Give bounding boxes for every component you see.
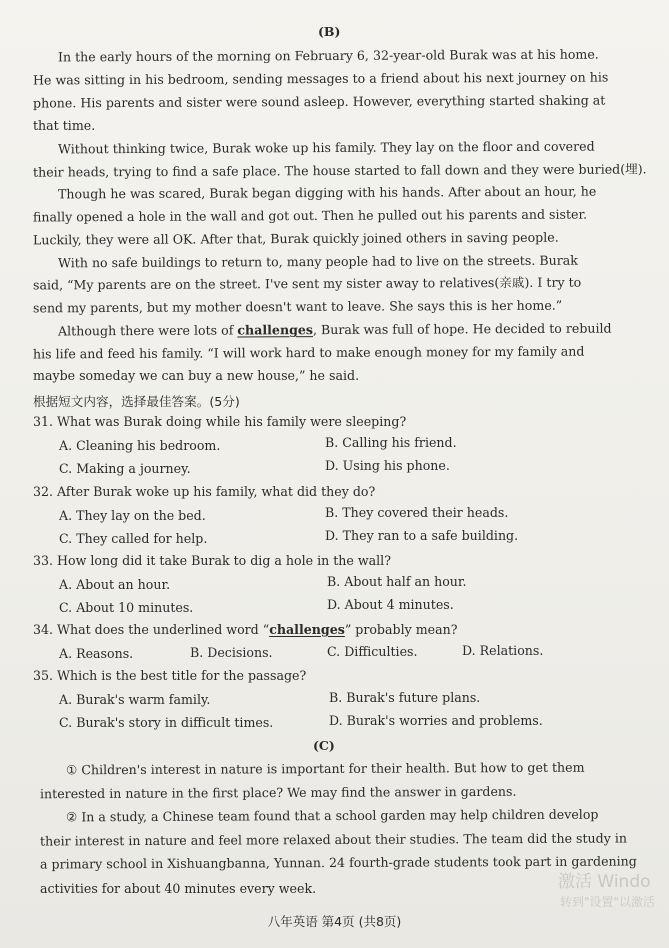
passage-line: Without thinking twice, Burak woke up his family. They lay on the floor and covered — [57, 138, 595, 157]
section-b-heading: (B) — [318, 24, 341, 39]
option-d[interactable]: D. Relations. — [462, 643, 544, 658]
passage-line: Luckily, they were all OK. After that, Burak quickly joined others in saving people. — [32, 229, 559, 248]
passage-line: send my parents, but my mother doesn't want to leave. She says this is her home.” — [32, 297, 563, 316]
option-c[interactable]: C. They called for help. — [59, 531, 208, 546]
option-d[interactable]: D. They ran to a safe building. — [325, 528, 519, 543]
passage-line: activities for about 40 minutes every week. — [40, 881, 317, 896]
passage-line: that time. — [33, 118, 96, 133]
section-c-heading: (C) — [313, 738, 335, 753]
page-footer: 八年英语 第4页 (共8页) — [267, 914, 402, 929]
passage-line: his life and feed his family. “I will work hard to make enough money for my family and — [32, 343, 585, 362]
passage-line: finally opened a hole in the wall and got out. Then he pulled out his parents and sister. — [32, 206, 588, 225]
passage-text: , Burak was full of hope. He decided to rebuild — [312, 320, 612, 338]
activation-watermark-title: 激活 Windo — [558, 872, 651, 892]
option-a[interactable]: A. Cleaning his bedroom. — [59, 438, 221, 453]
option-a[interactable]: A. Reasons. — [59, 646, 134, 661]
option-c[interactable]: C. Making a journey. — [59, 461, 191, 476]
passage-text: Although there were lots of — [57, 322, 238, 339]
option-d[interactable]: D. Using his phone. — [325, 458, 450, 473]
passage-line: a primary school in Xishuangbanna, Yunnan. 24 fourth-grade students took part in gardening — [39, 853, 637, 872]
question-stem: 35. Which is the best title for the passage? — [33, 668, 307, 683]
passage-line: phone. His parents and sister were sound asleep. However, everything started shaking at — [32, 92, 606, 111]
option-b[interactable]: B. About half an hour. — [327, 574, 467, 589]
passage-line: their heads, trying to find a safe place. The house started to fall down and they were buried(埋). — [32, 161, 647, 180]
option-b[interactable]: B. Calling his friend. — [325, 435, 457, 450]
option-b[interactable]: B. Burak's future plans. — [329, 690, 481, 705]
option-d[interactable]: D. Burak's worries and problems. — [329, 713, 543, 728]
option-b[interactable]: B. Decisions. — [190, 645, 273, 660]
option-c[interactable]: C. Burak's story in difficult times. — [59, 715, 274, 730]
passage-line: With no safe buildings to return to, many people had to live on the streets. Burak — [57, 252, 578, 271]
instruction: 根据短文内容，选择最佳答案。(5分) — [33, 394, 240, 409]
option-a[interactable]: A. They lay on the bed. — [59, 508, 206, 523]
passage-line: ② In a study, a Chinese team found that a school garden may help children develop — [65, 806, 599, 825]
passage-line: said, “My parents are on the street. I've sent my sister away to relatives(亲戚). I try to — [32, 274, 582, 293]
question-stem: 33. How long did it take Burak to dig a hole in the wall? — [33, 553, 391, 568]
option-b[interactable]: B. They covered their heads. — [325, 505, 509, 520]
passage-line: In the early hours of the morning on February 6, 32-year-old Burak was at his home. — [57, 46, 599, 65]
passage-line-challenges — [58, 321, 612, 340]
option-d[interactable]: D. About 4 minutes. — [327, 597, 454, 612]
passage-line: their interest in nature and feel more relaxed about their studies. The team did the study in — [39, 830, 628, 849]
underlined-word: challenges — [237, 322, 314, 338]
option-c[interactable]: C. Difficulties. — [327, 644, 418, 659]
passage-line: He was sitting in his bedroom, sending messages to a friend about his next journey on his — [32, 69, 609, 88]
option-a[interactable]: A. About an hour. — [59, 577, 171, 592]
stem-text: 34. What does the underlined word “ — [33, 622, 270, 637]
stem-text: ” probably mean? — [344, 622, 458, 637]
option-a[interactable]: A. Burak's warm family. — [59, 692, 211, 707]
underlined-word: challenges — [269, 622, 345, 637]
passage-line: interested in nature in the first place? We may find the answer in gardens. — [39, 783, 517, 802]
question-stem: 31. What was Burak doing while his family were sleeping? — [33, 414, 407, 429]
passage-line: Though he was scared, Burak began digging with his hands. After about an hour, he — [57, 183, 597, 202]
passage-line: maybe someday we can buy a new house,” he said. — [33, 368, 360, 383]
option-c[interactable]: C. About 10 minutes. — [59, 600, 194, 615]
question-stem — [33, 622, 457, 638]
question-stem: 32. After Burak woke up his family, what did they do? — [33, 484, 376, 499]
activation-watermark-subtitle: 转到"设置"以激活 — [560, 895, 656, 909]
passage-line: ① Children's interest in nature is important for their health. But how to get them — [65, 759, 585, 778]
